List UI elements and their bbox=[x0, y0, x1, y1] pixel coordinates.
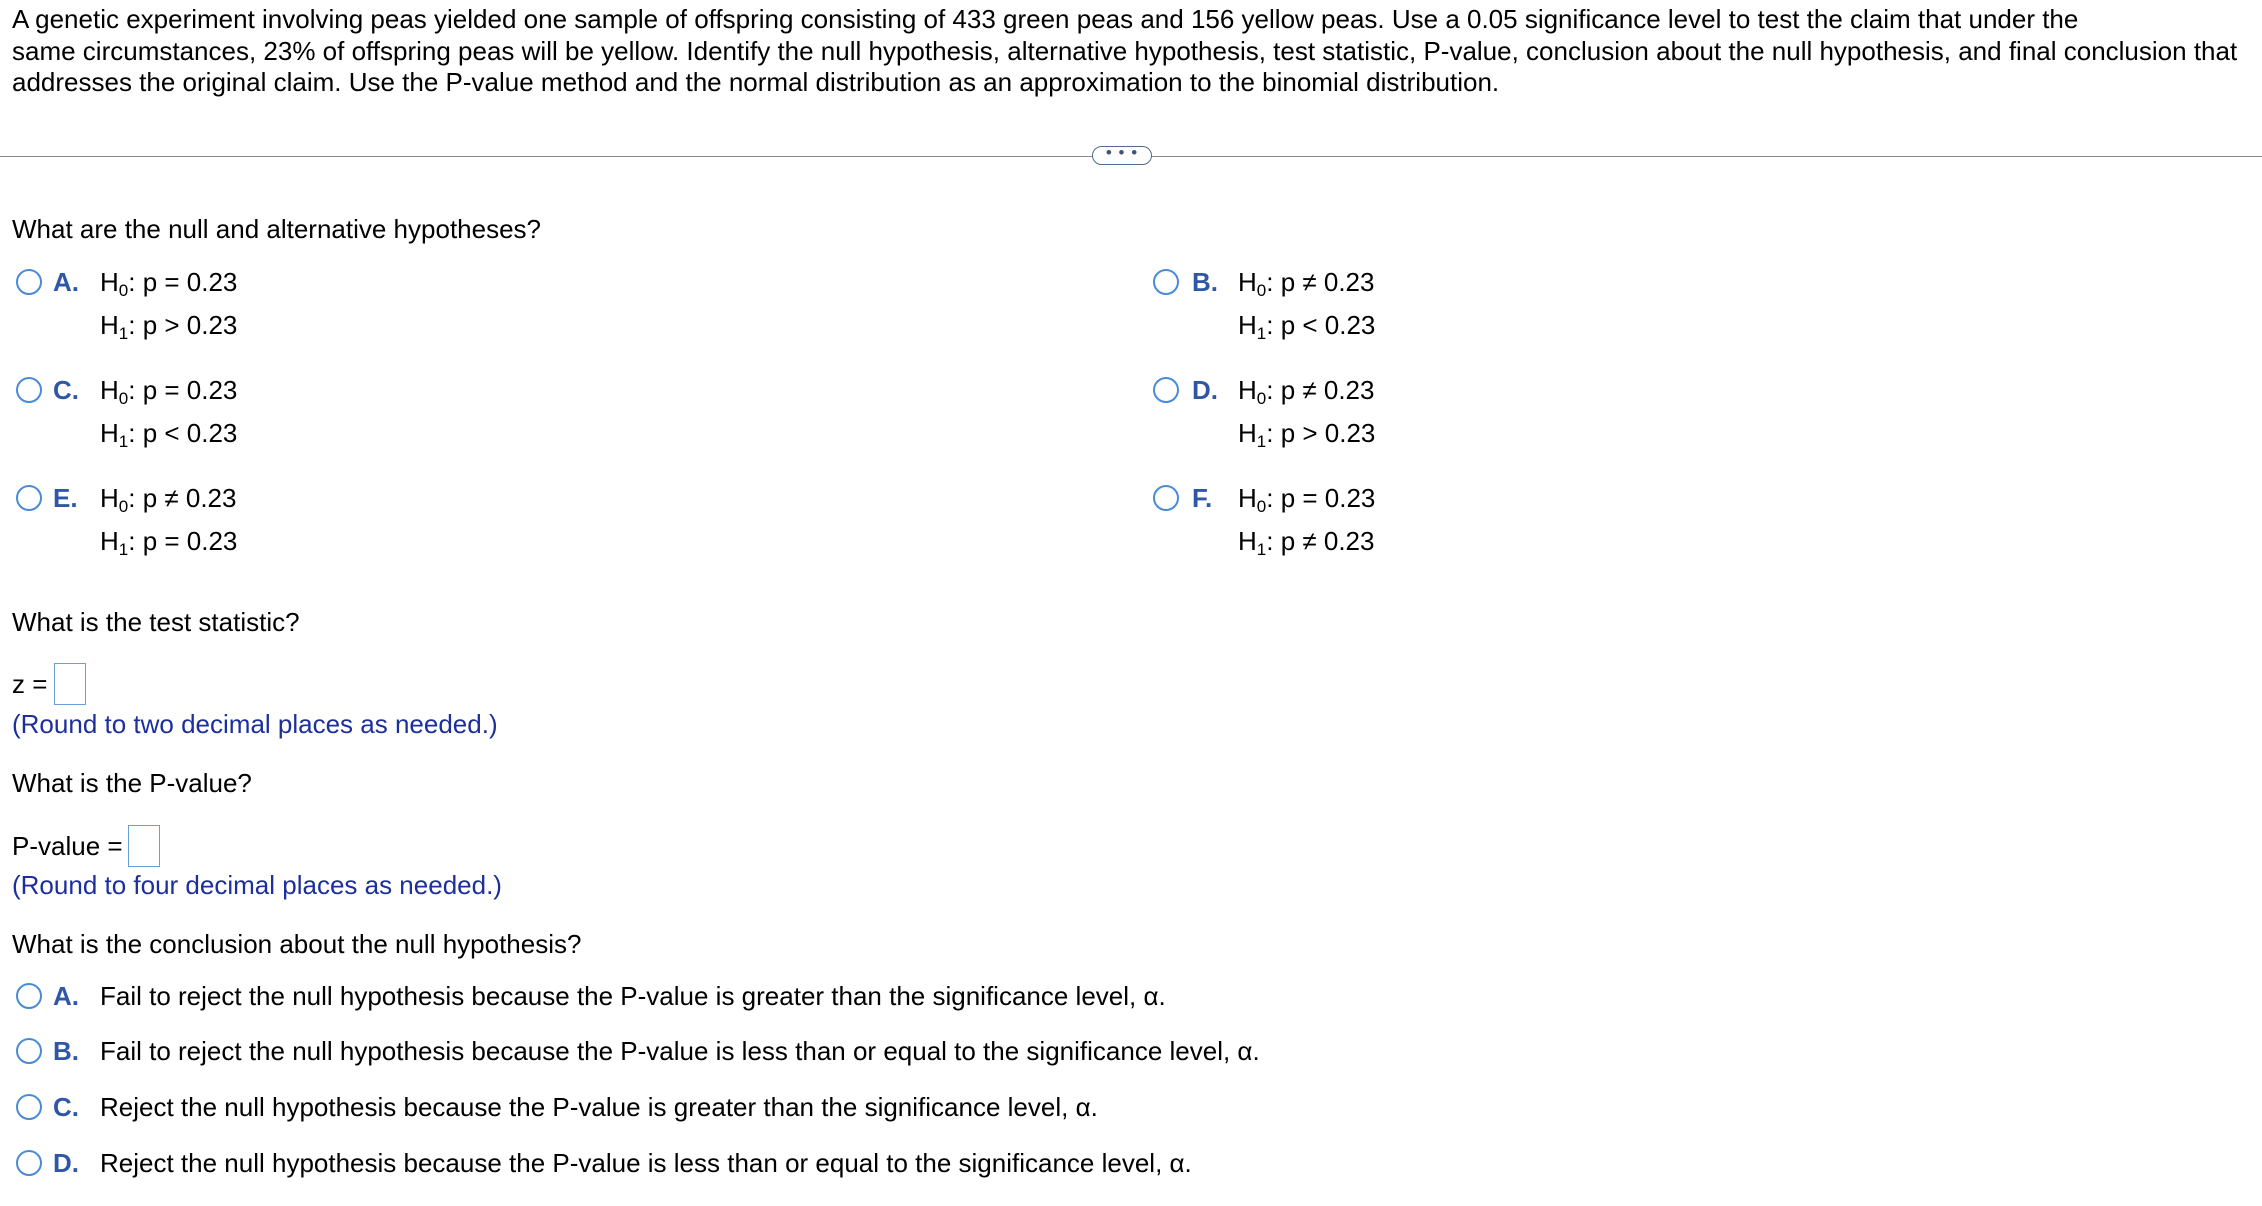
hyp-option-a-radio[interactable] bbox=[16, 269, 42, 295]
conclusion-option-b-letter: B. bbox=[53, 1036, 79, 1066]
test-statistic-question: What is the test statistic? bbox=[12, 607, 300, 637]
conclusion-option-b-radio[interactable] bbox=[16, 1038, 42, 1064]
hyp-option-f-h0: $H_0$: p = 0.23 bbox=[1238, 483, 1376, 516]
hyp-option-c-radio[interactable] bbox=[16, 377, 42, 403]
problem-line-3: addresses the original claim. Use the P-value method and the normal distribution as an approximation to the binomial distribution. bbox=[12, 67, 1500, 97]
hyp-option-b-radio[interactable] bbox=[1153, 269, 1179, 295]
conclusion-option-a-letter: A. bbox=[53, 981, 79, 1011]
problem-line-1: A genetic experiment involving peas yielded one sample of offspring consisting of 433 green peas and 156 yellow peas. Use a 0.05 significance level to test the claim that under the bbox=[12, 4, 2079, 34]
hyp-option-a-letter: A. bbox=[53, 267, 79, 297]
hyp-option-d-radio[interactable] bbox=[1153, 377, 1179, 403]
conclusion-option-c-letter: C. bbox=[53, 1092, 79, 1122]
problem-line-2: same circumstances, 23% of offspring peas will be yellow. Identify the null hypothesis, alternative hypothesis, test statistic, P-value, conclusion about the null hypothesis, and final conclusion that bbox=[12, 35, 2238, 66]
hyp-option-e-letter: E. bbox=[53, 483, 78, 513]
z-label: z = bbox=[12, 669, 48, 699]
conclusion-option-a-text: Fail to reject the null hypothesis because the P-value is greater than the significance level, α. bbox=[100, 981, 1166, 1011]
conclusion-option-c-radio[interactable] bbox=[16, 1094, 42, 1120]
hyp-option-b-h1: $H_1$: p < 0.23 bbox=[1238, 310, 1376, 343]
z-answer-input[interactable] bbox=[54, 663, 86, 705]
hyp-option-a-h0: $H_0$: p = 0.23 bbox=[100, 267, 238, 300]
conclusion-option-b-text: Fail to reject the null hypothesis because the P-value is less than or equal to the significance level, α. bbox=[100, 1036, 1260, 1066]
hyp-option-f-letter: F. bbox=[1192, 483, 1213, 513]
conclusion-option-d-letter: D. bbox=[53, 1148, 79, 1178]
hyp-option-c-h0: $H_0$: p = 0.23 bbox=[100, 375, 238, 408]
hyp-option-e-h0: $H_0$: p ≠ 0.23 bbox=[100, 483, 237, 516]
problem-statement bbox=[12, 4, 2252, 99]
conclusion-option-c-text: Reject the null hypothesis because the P-value is greater than the significance level, α. bbox=[100, 1092, 1098, 1122]
hyp-option-d-h0: $H_0$: p ≠ 0.23 bbox=[1238, 375, 1375, 408]
expand-more-button[interactable]: • • • bbox=[1092, 146, 1152, 165]
p-value-label: P-value = bbox=[12, 831, 123, 861]
conclusion-option-a-radio[interactable] bbox=[16, 983, 42, 1009]
hyp-option-b-letter: B. bbox=[1192, 267, 1218, 297]
hyp-option-f-h1: $H_1$: p ≠ 0.23 bbox=[1238, 526, 1375, 559]
hyp-option-b-h0: $H_0$: p ≠ 0.23 bbox=[1238, 267, 1375, 300]
hyp-option-d-letter: D. bbox=[1192, 375, 1218, 405]
conclusion-option-d-radio[interactable] bbox=[16, 1150, 42, 1176]
hyp-option-e-h1: $H_1$: p = 0.23 bbox=[100, 526, 238, 559]
hyp-option-d-h1: $H_1$: p > 0.23 bbox=[1238, 418, 1376, 451]
p-value-question: What is the P-value? bbox=[12, 768, 252, 798]
hyp-option-a-h1: $H_1$: p > 0.23 bbox=[100, 310, 238, 343]
conclusion-question: What is the conclusion about the null hypothesis? bbox=[12, 929, 582, 959]
hyp-option-e-radio[interactable] bbox=[16, 485, 42, 511]
p-value-rounding-note: (Round to four decimal places as needed.) bbox=[12, 870, 502, 900]
z-rounding-note: (Round to two decimal places as needed.) bbox=[12, 709, 498, 739]
hyp-option-f-radio[interactable] bbox=[1153, 485, 1179, 511]
hypotheses-question: What are the null and alternative hypotheses? bbox=[12, 214, 542, 244]
conclusion-option-d-text: Reject the null hypothesis because the P-value is less than or equal to the significance level, α. bbox=[100, 1148, 1192, 1178]
hyp-option-c-letter: C. bbox=[53, 375, 79, 405]
hyp-option-c-h1: $H_1$: p < 0.23 bbox=[100, 418, 238, 451]
p-value-answer-input[interactable] bbox=[128, 825, 160, 867]
